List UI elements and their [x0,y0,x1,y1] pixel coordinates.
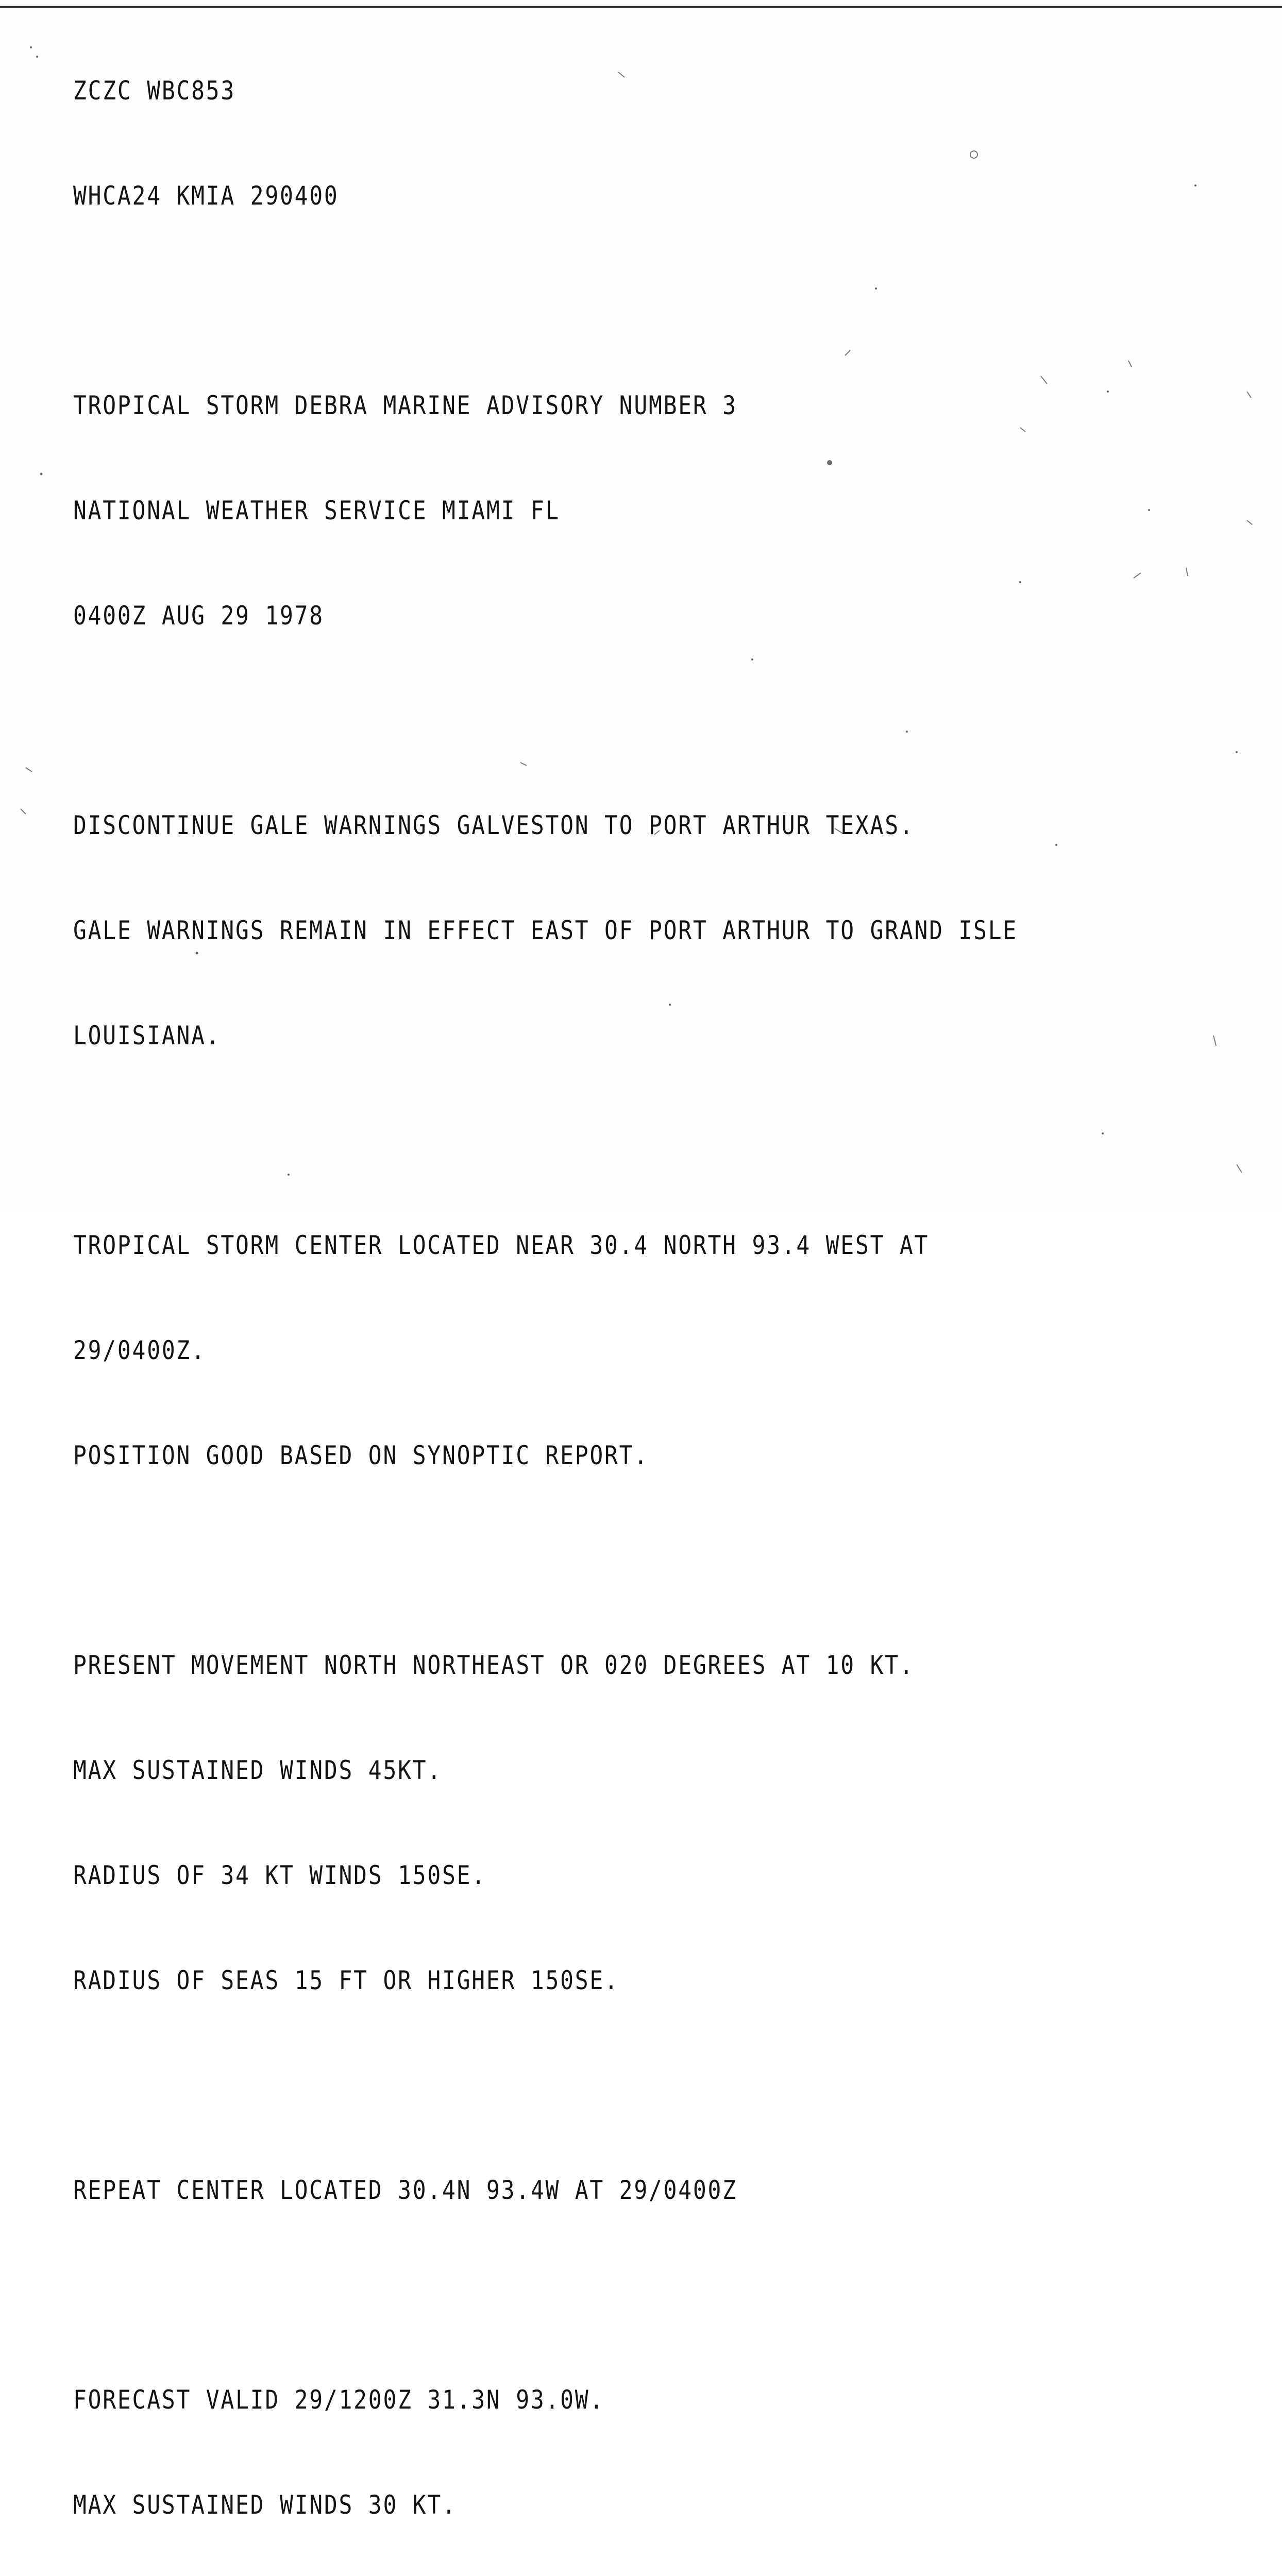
center-line: TROPICAL STORM CENTER LOCATED NEAR 30.4 NORTH 93.4 WEST AT [73,1230,930,1260]
warning-line: DISCONTINUE GALE WARNINGS GALVESTON TO PORT ARTHUR TEXAS. [73,810,915,840]
teletype-text-block [73,3,1048,2576]
center-line: POSITION GOOD BASED ON SYNOPTIC REPORT. [73,1440,649,1470]
movement-line: PRESENT MOVEMENT NORTH NORTHEAST OR 020 DEGREES AT 10 KT. [73,1650,915,1680]
advisory-title: TROPICAL STORM DEBRA MARINE ADVISORY NUMBER 3 [73,391,737,420]
movement-line: MAX SUSTAINED WINDS 45KT. [73,1755,443,1785]
issuing-office: NATIONAL WEATHER SERVICE MIAMI FL [73,496,561,526]
issue-time: 0400Z AUG 29 1978 [73,601,324,631]
repeat-center-line: REPEAT CENTER LOCATED 30.4N 93.4W AT 29/0400Z [73,2175,737,2205]
warning-line: LOUISIANA. [73,1021,221,1050]
forecast-1-line: FORECAST VALID 29/1200Z 31.3N 93.0W. [73,2385,605,2415]
header-line-1: ZCZC WBC853 [73,76,236,106]
center-line: 29/0400Z. [73,1335,206,1365]
movement-line: RADIUS OF SEAS 15 FT OR HIGHER 150SE. [73,1965,619,1995]
header-line-2: WHCA24 KMIA 290400 [73,181,339,211]
forecast-1-line: MAX SUSTAINED WINDS 30 KT. [73,2490,457,2520]
movement-line: RADIUS OF 34 KT WINDS 150SE. [73,1860,486,1890]
warning-line: GALE WARNINGS REMAIN IN EFFECT EAST OF PORT ARTHUR TO GRAND ISLE [73,916,1018,945]
